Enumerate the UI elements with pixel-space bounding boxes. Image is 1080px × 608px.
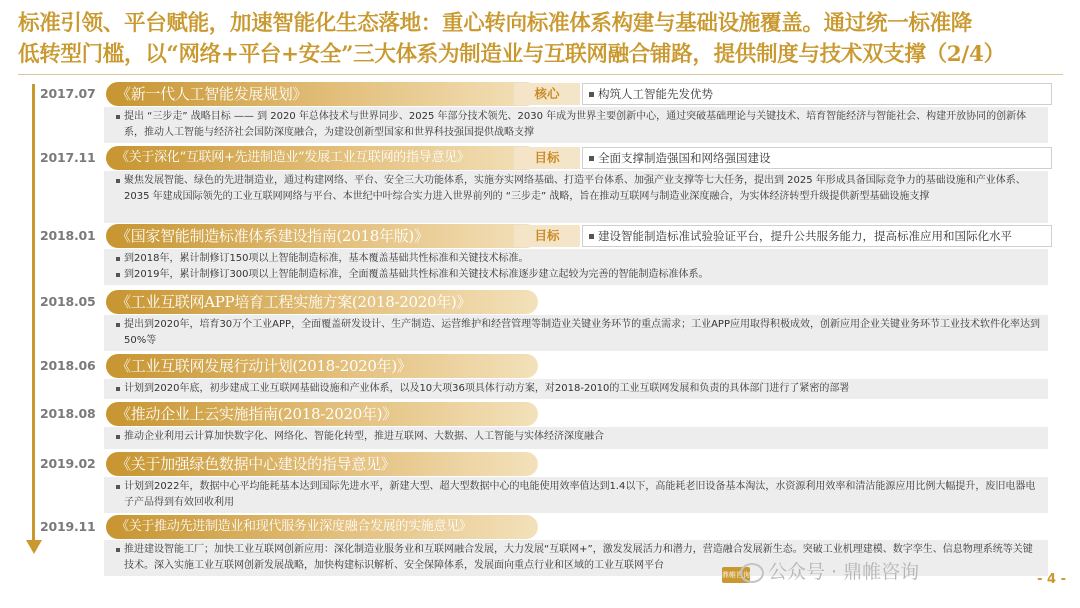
policy-title-banner: 《关于推动先进制造业和现代服务业深度融合发展的实施意见》: [106, 515, 538, 539]
watermark-text: 公众号 · 鼎帷咨询: [768, 561, 920, 583]
tag-content: [582, 147, 1052, 169]
entry-date: 2019.11: [40, 519, 96, 534]
title-line-1: 标准引领、平台赋能，加速智能化生态落地：重心转向标准体系构建与基础设施覆盖。通过统一标准降: [18, 11, 973, 36]
entry-body-paragraph: 推动企业利用云计算加快数字化、网络化、智能化转型，推进互联网、大数据、人工智能与实体经济深度融合: [116, 429, 1040, 445]
entry-body-paragraph: 到2018年，累计制修订150项以上智能制造标准，基本覆盖基础共性标准和关键技术标准。: [116, 251, 1040, 267]
policy-title-banner: 《推动企业上云实施指南(2018-2020年)》: [106, 402, 538, 426]
policy-title-banner: 《关于加强绿色数据中心建设的指导意见》: [106, 452, 538, 476]
entry-date: 2018.01: [40, 228, 96, 243]
entry-body-paragraph: 提出到2020年，培育30万个工业APP，全面覆盖研发设计、生产制造、运营维护和经营管理等制造业关键业务环节的重点需求；工业APP应用取得积极成效，创新应用企业关键业务环节工业技术软件化率达到50%等: [116, 317, 1040, 349]
wechat-icon: [740, 563, 764, 583]
page-title: [18, 8, 1068, 70]
entry-body: [104, 427, 1048, 449]
entry-date: 2017.11: [40, 150, 96, 165]
watermark: [740, 558, 1070, 586]
timeline-arrow-icon: [26, 540, 42, 554]
entry-body-paragraph: 聚焦发展智能、绿色的先进制造业，通过构建网络、平台、安全三大功能体系，实施夯实网络基础、打造平台体系、加强产业支撑等七大任务，提出到 2025 年形成具备国际竞争力的基础设施和产业体系、2035 年建成国际领先的工业互联网网络与平台、本世纪中叶综合实力进入世界前列的 “三步走” 战略，旨在推动互联网与制造业深度融合，为实体经济转型升级提供新型基础设施支撑: [116, 173, 1040, 205]
entry-body: [104, 315, 1048, 351]
policy-title-banner: 《工业互联网APP培育工程实施方案(2018-2020年)》: [106, 290, 538, 314]
tag-label: 目标: [514, 225, 580, 247]
entry-body-paragraph: 计划到2022年，数据中心平均能耗基本达到国际先进水平，新建大型、超大型数据中心的电能使用效率值达到1.4以下，高能耗老旧设备基本淘汰，水资源利用效率和清洁能源应用比例大幅提升，废旧电器电子产品得到有效回收利用: [116, 479, 1040, 511]
entry-body-paragraph: 到2019年，累计制修订300项以上智能制造标准，全面覆盖基础共性标准和关键技术标准逐步建立起较为完善的智能制造标准体系。: [116, 267, 1040, 283]
entry-body-paragraph: 推进建设智能工厂；加快工业互联网创新应用：深化制造业服务业和互联网融合发展，大力发展“互联网+”，激发发展活力和潜力，营造融合发展新生态。突破工业机理建模、数字孪生、信息物理系统等关键技术。深入实施工业互联网创新发展战略，加快构建标识解析、安全保障体系，发展面向重点行业和区域的工业互联网平台: [116, 542, 1040, 574]
entry-body: [104, 477, 1048, 513]
title-line-2: 低转型门槛，以“网络+平台+安全”三大体系为制造业与互联网融合铺路，提供制度与技术双支撑（2/4）: [18, 42, 1005, 67]
entry-body: [104, 107, 1048, 143]
entry-date: 2018.06: [40, 358, 96, 373]
tag-content: [582, 225, 1052, 247]
entry-body-paragraph: 提出 “三步走” 战略目标 —— 到 2020 年总体技术与世界同步、2025 年部分技术领先、2030 年成为世界主要创新中心，通过突破基础理论与关键技术、培育智能经济与智能社会、构建开放协同的创新体系，推动人工智能与经济社会国防深度融合，为建设创新型国家和世界科技强国提供战略支撑: [116, 109, 1040, 141]
brand-logo: 鼎帷咨询: [722, 567, 750, 583]
entry-body: [104, 379, 1048, 399]
bullet-icon: [589, 234, 594, 239]
policy-title-banner: 《工业互联网发展行动计划(2018-2020年)》: [106, 354, 538, 378]
policy-title-banner: 《关于深化“互联网+先进制造业”发展工业互联网的指导意见》: [106, 146, 538, 170]
entry-body-paragraph: 计划到2020年底，初步建成工业互联网基础设施和产业体系，以及10大项36项具体行动方案，对2018-2010的工业互联网发展和负责的具体部门进行了紧密的部署: [116, 381, 1040, 397]
tag-label: 目标: [514, 147, 580, 169]
timeline-line: [32, 84, 35, 544]
entry-body: [104, 249, 1048, 285]
bullet-icon: [589, 156, 594, 161]
entry-date: 2018.08: [40, 406, 96, 421]
entry-date: 2018.05: [40, 294, 96, 309]
tag-text: 构筑人工智能先发优势: [598, 87, 713, 101]
tag-label: 核心: [514, 83, 580, 105]
policy-title-banner: 《国家智能制造标准体系建设指南(2018年版)》: [106, 224, 538, 248]
policy-title-banner: 《新一代人工智能发展规划》: [106, 82, 538, 106]
entry-body: [104, 171, 1048, 223]
tag-text: 全面支撑制造强国和网络强国建设: [598, 151, 771, 165]
tag-text: 建设智能制造标准试验验证平台，提升公共服务能力，提高标准应用和国际化水平: [598, 229, 1012, 243]
entry-date: 2017.07: [40, 86, 96, 101]
page-number: - 4 -: [1037, 572, 1066, 587]
tag-content: [582, 83, 1052, 105]
entry-date: 2019.02: [40, 456, 96, 471]
bullet-icon: [589, 92, 594, 97]
title-divider: [18, 74, 1063, 75]
